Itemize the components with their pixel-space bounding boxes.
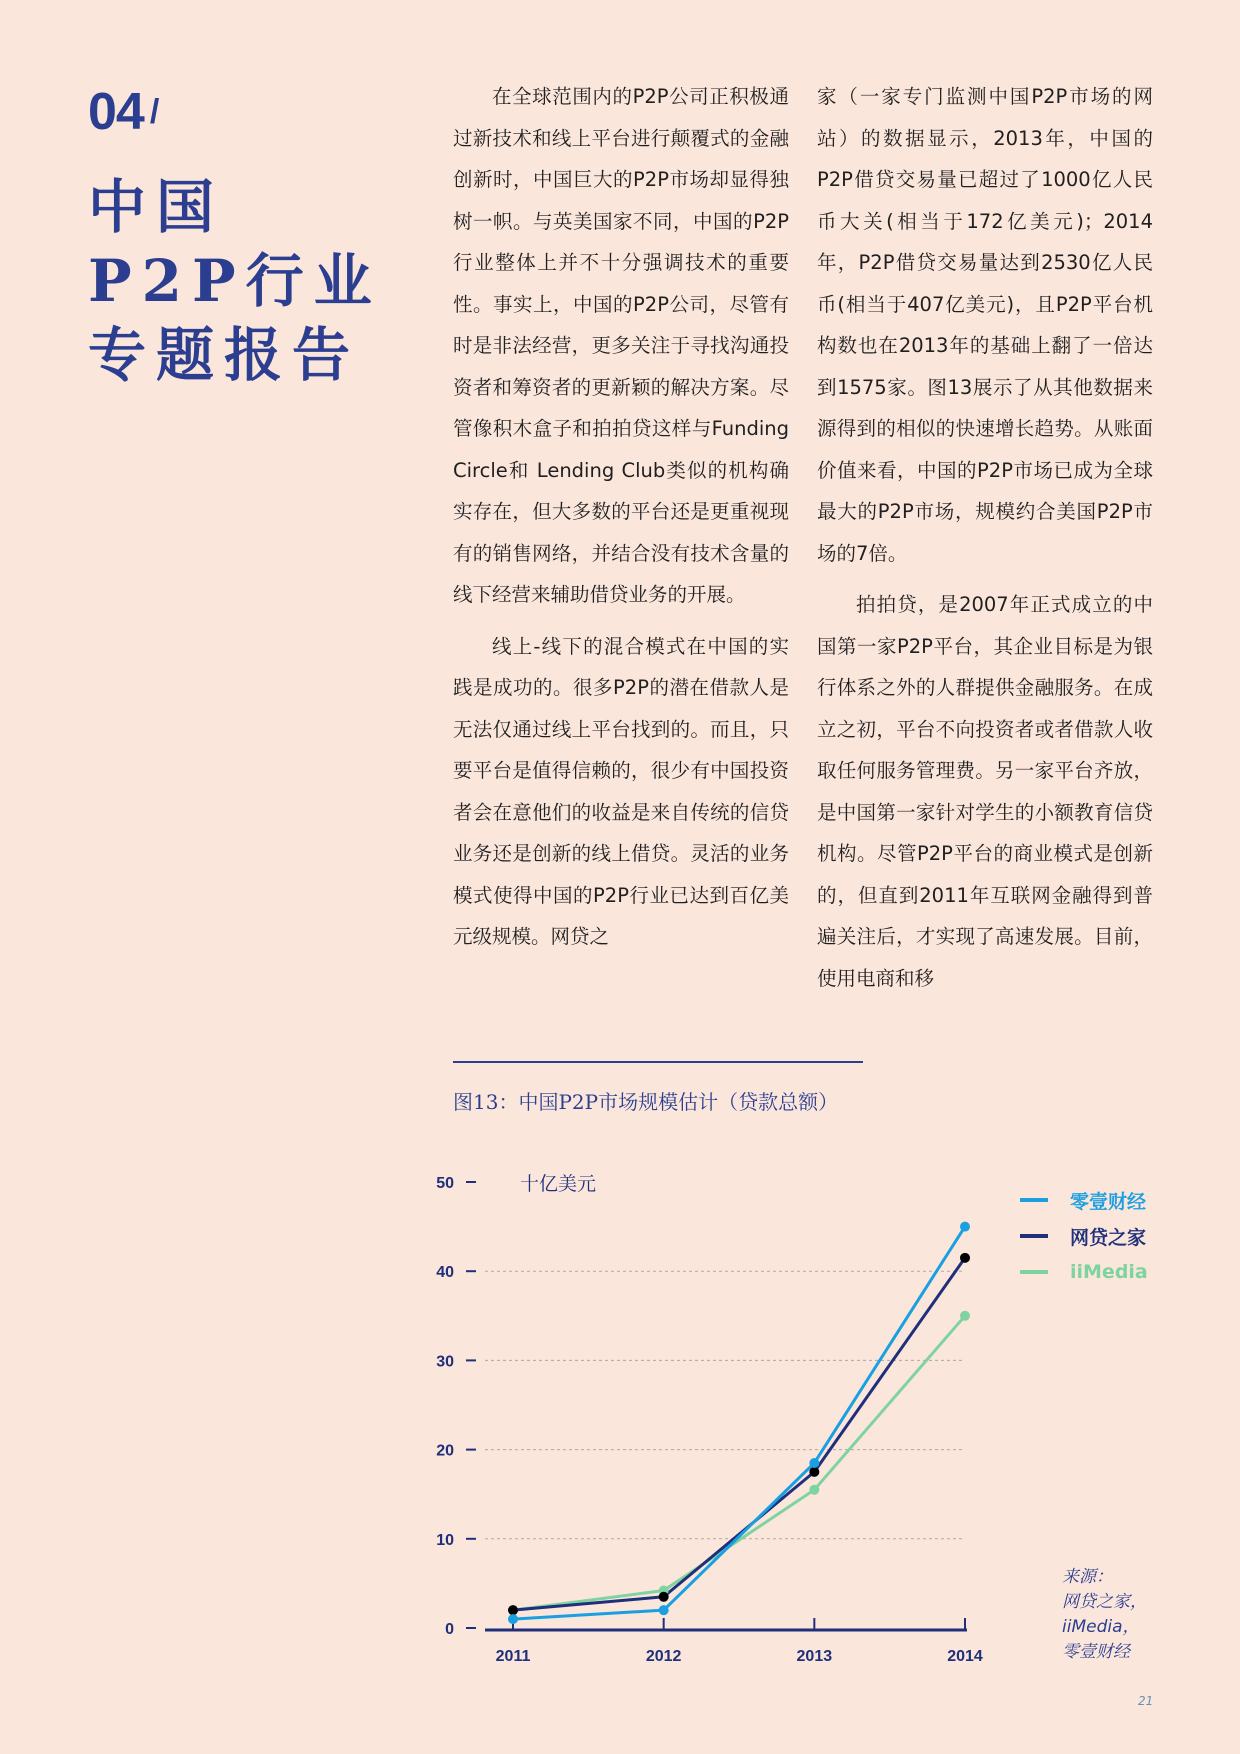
- title-line-3: 专题报告: [88, 321, 361, 389]
- y-tick-label: 40: [436, 1264, 454, 1282]
- paragraph: 线上-线下的混合模式在中国的实践是成功的。很多P2P的潜在借款人是无法仅通过线上平台找到的。而且，只要平台是值得信赖的，很少有中国投资者会在意他们的收益是来自传统的信贷业务还是创新的线上借贷。灵活的业务模式使得中国的P2P行业已达到百亿美元级规模。网贷之: [453, 634, 789, 948]
- page-title: [88, 170, 382, 392]
- body-column-1: [453, 76, 789, 968]
- source-line: iiMedia，: [1062, 1617, 1140, 1637]
- figure-divider: [453, 1061, 863, 1063]
- y-tick-label: 30: [436, 1353, 454, 1371]
- y-axis-label: 十亿美元: [520, 1173, 597, 1195]
- data-point: [659, 1605, 669, 1615]
- legend-item: [1020, 1254, 1148, 1290]
- title-line-2: P2P行业: [88, 247, 382, 315]
- x-tick-label: 2013: [796, 1648, 833, 1665]
- data-point: [960, 1253, 970, 1263]
- legend-label: 网贷之家: [1070, 1226, 1147, 1249]
- y-tick-label: 10: [436, 1531, 454, 1549]
- x-tick-label: 2014: [947, 1648, 983, 1665]
- y-tick-label: 20: [436, 1442, 454, 1460]
- legend-label: iiMedia: [1070, 1261, 1148, 1283]
- series-line: [513, 1227, 965, 1619]
- data-point: [809, 1467, 819, 1477]
- legend-swatch: [1020, 1198, 1048, 1202]
- y-tick-label: 0: [445, 1621, 454, 1638]
- legend-swatch: [1020, 1270, 1048, 1274]
- source-line: 网贷之家，: [1062, 1592, 1147, 1612]
- page-number: 21: [1138, 1694, 1154, 1708]
- legend-label: 零壹财经: [1070, 1190, 1147, 1213]
- paragraph: 家（一家专门监测中国P2P市场的网站）的数据显示，2013年，中国的P2P借贷交易量已超过了1000亿人民币大关(相当于172亿美元)；2014年，P2P借贷交易量达到2530亿人民币(相当于407亿美元)，且P2P平台机构数也在2013年的基础上翻了一倍达到1575家。图13展示了从其他数据来源得到的相似的快速增长趋势。从账面价值来看，中国的P2P市场已成为全球最大的P2P市场，规模约合美国P2P市场的7倍。: [817, 85, 1153, 565]
- source-note: [1062, 1565, 1147, 1665]
- data-point: [960, 1311, 970, 1321]
- data-point: [960, 1222, 970, 1232]
- figure-caption: 图13：中国P2P市场规模估计（贷款总额）: [453, 1090, 839, 1114]
- x-tick-label: 2011: [495, 1648, 531, 1665]
- data-point: [508, 1605, 518, 1615]
- chart-legend: [1020, 1182, 1148, 1290]
- paragraph: 拍拍贷，是2007年正式成立的中国第一家P2P平台，其企业目标是为银行体系之外的人群提供金融服务。在成立之初，平台不向投资者或者借款人收取任何服务管理费。另一家平台齐放，是中国第一家针对学生的小额教育信贷机构。尽管P2P平台的商业模式是创新的，但直到2011年互联网金融得到普遍关注后，才实现了高速发展。目前，使用电商和移: [817, 593, 1153, 990]
- data-point: [659, 1592, 669, 1602]
- source-label: 来源：: [1062, 1567, 1113, 1587]
- line-chart: [430, 1170, 990, 1670]
- x-tick-label: 2012: [645, 1648, 682, 1665]
- body-column-2: [817, 76, 1153, 1009]
- paragraph: 在全球范围内的P2P公司正积极通过新技术和线上平台进行颠覆式的金融创新时，中国巨大的P2P市场却显得独树一帜。与英美国家不同，中国的P2P行业整体上并不十分强调技术的重要性。事实上，中国的P2P公司，尽管有时是非法经营，更多关注于寻找沟通投资者和筹资者的更新颖的解决方案。尽管像积木盒子和拍拍贷这样与Funding Circle和 Lending Club类似的机构确实存在，但大多数的平台还是更重视现有的销售网络，并结合没有技术含量的线下经营来辅助借贷业务的开展。: [453, 85, 789, 606]
- source-line: 零壹财经: [1062, 1642, 1130, 1662]
- data-point: [809, 1458, 819, 1468]
- title-line-1: 中国: [88, 173, 225, 241]
- legend-item: [1020, 1182, 1148, 1218]
- y-tick-label: 50: [436, 1175, 454, 1192]
- data-point: [809, 1485, 819, 1495]
- data-point: [508, 1614, 518, 1624]
- section-number: 04 /: [88, 83, 159, 141]
- legend-item: [1020, 1218, 1148, 1254]
- series-line: [513, 1258, 965, 1610]
- legend-swatch: [1020, 1234, 1048, 1238]
